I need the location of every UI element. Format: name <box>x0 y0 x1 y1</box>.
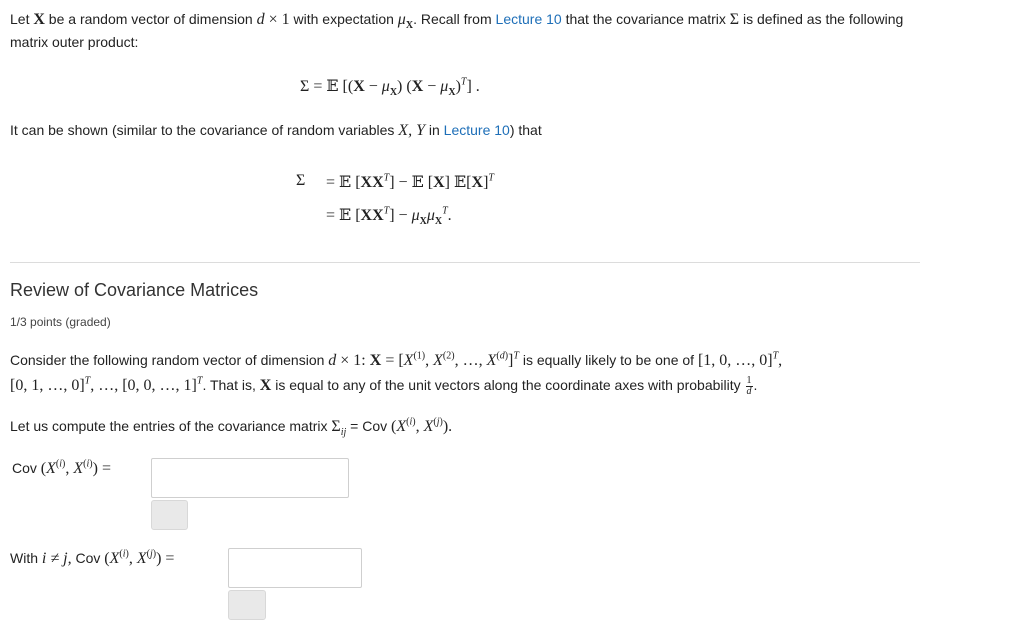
equation-lhs: Σ <box>296 172 306 189</box>
question-text: With <box>10 550 42 566</box>
compute-entries-text: Let us compute the entries of the covariance matrix $\Sigma_{ij}$ = Cov ($X^{(i)}$, $X^{(j)}$). <box>10 416 453 439</box>
intro-text: with expectation <box>289 11 398 27</box>
equation-line-1: = 𝔼 $[XX^T]$ − 𝔼 [X] $𝔼[X]^T$ <box>326 172 494 191</box>
problem-text: is equal to any of the unit vectors along the coordinate axes with probability <box>271 377 745 393</box>
lecture-10-link[interactable]: Lecture 10 <box>443 122 510 138</box>
question-2-label: With i ≠ j, Cov ($X^{(i)}$, $X^{(j)}$) = <box>10 548 175 567</box>
question-text: Cov <box>12 460 41 476</box>
problem-title: Review of Covariance Matrices <box>10 280 259 300</box>
intro-text: Let <box>10 11 34 27</box>
intro-text: . Recall from <box>413 11 496 27</box>
problem-text: Consider the following random vector of dimension <box>10 352 329 368</box>
problem-text: = Cov <box>346 418 392 434</box>
question-1-label: Cov ($X^{(i)}$, $X^{(i)}$) = <box>12 458 111 477</box>
intro-text: ) that <box>509 122 542 138</box>
intro-text: is defined as the following matrix outer product: <box>10 11 904 50</box>
intro-text: that the covariance matrix <box>561 11 730 27</box>
answer-input-cov-ii[interactable] <box>151 458 349 498</box>
math-preview-button-2[interactable] <box>228 590 266 620</box>
section-divider <box>10 262 920 263</box>
math-preview-button-1[interactable] <box>151 500 188 530</box>
intro-text: It can be shown (similar to the covariance of random variables <box>10 122 399 138</box>
problem-paragraph: Consider the following random vector of dimension d × 1: $X = [X^{(1)}$, $X^{(2)}$, …, $X^{(d)}]^T$ is equally likely to be one of [1, 0, …, 0]$^T$, [0, 1, …, 0]$^T$, …, [0, 0, …, 1]$^T$. That is, X is equal to any of the unit vectors along the coordinate axes with probability $\frac{1}{d}$ . <box>10 350 783 397</box>
intro-text: in <box>424 122 444 138</box>
problem-text: . That is, <box>202 377 260 393</box>
points-status: 1/3 points (graded) <box>10 315 111 329</box>
intro-paragraph: Let X be a random vector of dimension d × 1 with expectation $\mu_X$. Recall from Lecture 10 that the covariance matrix Σ is defined as the following matrix outer product: <box>10 11 904 50</box>
question-text: Cov <box>71 550 105 566</box>
lecture-10-link[interactable]: Lecture 10 <box>495 11 562 27</box>
problem-text: Let us compute the entries of the covariance matrix <box>10 418 332 434</box>
problem-text: is equally likely to be one of <box>518 352 698 368</box>
equation-line-2: = 𝔼 $[XX^T] - \mu_X\mu_X^T$. <box>326 205 452 228</box>
intro-paragraph-2: It can be shown (similar to the covariance of random variables X, Y in Lecture 10) that <box>10 122 542 139</box>
answer-input-cov-ij[interactable] <box>228 548 362 588</box>
covariance-definition-equation: Σ = 𝔼 [$(X - \mu_X)$ $(X - \mu_X)^T$] . <box>300 76 480 99</box>
intro-text: be a random vector of dimension <box>44 11 257 27</box>
